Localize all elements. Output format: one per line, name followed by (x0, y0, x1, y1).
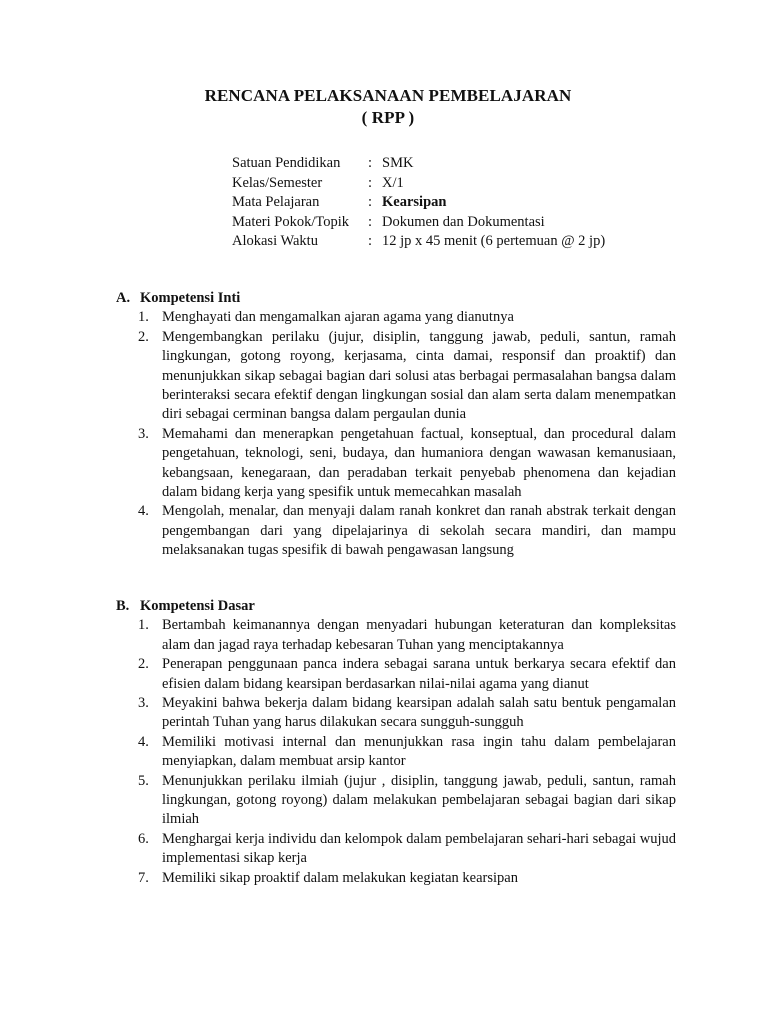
info-colon: : (368, 194, 373, 210)
info-label: Materi Pokok/Topik (232, 213, 349, 230)
list-item (116, 733, 676, 772)
item-text: Memahami dan menerapkan pengetahuan factual, konseptual, dan procedural dalam pengetahuan, teknologi, seni, budaya, dan humaniora dengan wawasan kemanusiaan, kebangsaan, kenegaraan, dan peradaban terkait penyebab phenomena dan kejadian dalam bidang kerja yang spesifik untuk memecahkan masalah (162, 425, 676, 501)
item-number: 5. (138, 772, 149, 789)
item-number: 2. (138, 656, 149, 673)
list-item (116, 694, 676, 733)
info-colon: : (368, 155, 373, 171)
info-value: X/1 (382, 174, 404, 191)
item-text: Menunjukkan perilaku ilmiah (jujur , disiplin, tanggung jawab, peduli, santun, ramah lingkungan, gotong royong) dalam melakukan pembelajaran sebagai bagian dari sikap ilmiah (162, 772, 676, 828)
item-number: 3. (138, 425, 149, 442)
item-text: Menghayati dan mengamalkan ajaran agama yang dianutnya (162, 309, 514, 326)
item-list (116, 308, 676, 560)
item-text: Mengolah, menalar, dan menyaji dalam ranah konkret dan ranah abstrak terkait dengan pengembangan dari yang dipelajarinya di sekolah secara mandiri, dan mampu melaksanakan tugas spesifik di bawah pengawasan langsung (162, 503, 676, 559)
section-letter: B. (116, 598, 130, 614)
list-item (116, 869, 676, 888)
item-number: 6. (138, 830, 149, 847)
item-text: Penerapan penggunaan panca indera sebagai sarana untuk berkarya secara efektif dan efisien dalam bidang kearsipan berdasarkan nilai-nilai agama yang dianut (162, 656, 676, 692)
item-text: Memiliki sikap proaktif dalam melakukan kegiatan kearsipan (162, 869, 518, 886)
document-subtitle: ( RPP ) (361, 108, 415, 127)
info-label: Mata Pelajaran (232, 194, 320, 210)
item-number: 3. (138, 695, 149, 712)
info-row (232, 193, 605, 213)
info-label: Kelas/Semester (232, 174, 323, 191)
info-label: Satuan Pendidikan (232, 155, 341, 171)
list-item (116, 655, 676, 694)
info-colon: : (368, 174, 373, 191)
info-value: 12 jp x 45 menit (6 pertemuan @ 2 jp) (382, 233, 606, 249)
item-number: 7. (138, 869, 149, 886)
section-heading (116, 597, 676, 616)
info-label: Alokasi Waktu (232, 233, 318, 249)
item-text: Menghargai kerja individu dan kelompok dalam pembelajaran sehari-hari sebagai wujud implementasi sikap kerja (162, 830, 676, 867)
item-text: Memiliki motivasi internal dan menunjukkan rasa ingin tahu dalam pembelajaran menyiapkan, dalam membuat arsip kantor (162, 733, 676, 770)
item-number: 4. (138, 503, 149, 520)
info-row (232, 174, 605, 194)
section-letter: A. (116, 290, 131, 306)
info-value: SMK (382, 155, 414, 171)
item-text: Mengembangkan perilaku (jujur, disiplin, tanggung jawab, peduli, santun, ramah lingkungan, gotong royong, kerjasama, cinta damai, responsif dan proaktif) dan menunjukkan sikap sebagai bagian dari solusi atas berbagai permasalahan bangsa dalam berinteraksi secara efektif dengan lingkungan sosial dan alam serta dalam menempatkan diri sebagai cerminan bangsa dalam pergaulan dunia (162, 328, 676, 423)
section-title: Kompetensi Inti (140, 290, 241, 306)
info-row (232, 154, 605, 174)
identity-table (232, 154, 605, 252)
list-item (116, 425, 676, 503)
list-item (116, 772, 676, 830)
item-number: 1. (138, 617, 149, 634)
info-value: Kearsipan (382, 194, 447, 210)
item-number: 4. (138, 733, 149, 750)
item-text: Bertambah keimanannya dengan menyadari hubungan keteraturan dan kompleksitas alam dan jagad raya terhadap kebesaran Tuhan yang menciptakannya (162, 617, 676, 653)
info-value: Dokumen dan Dokumentasi (382, 213, 545, 230)
section-kompetensi-inti (116, 289, 676, 561)
info-colon: : (368, 233, 373, 249)
list-item (116, 502, 676, 560)
list-item (116, 830, 676, 869)
section-heading (116, 289, 676, 308)
item-number: 1. (138, 309, 149, 326)
section-kompetensi-dasar (116, 597, 676, 888)
info-row (232, 232, 605, 252)
item-text: Meyakini bahwa bekerja dalam bidang kearsipan adalah salah satu bentuk pengamalan perintah Tuhan yang harus dilakukan secara sungguh-sungguh (162, 695, 676, 731)
document-title: RENCANA PELAKSANAAN PEMBELAJARAN (204, 86, 572, 105)
list-item (116, 616, 676, 655)
list-item (116, 328, 676, 425)
section-title: Kompetensi Dasar (140, 598, 255, 614)
info-row (232, 213, 605, 233)
list-item (116, 308, 676, 327)
item-list (116, 616, 676, 888)
item-number: 2. (138, 328, 149, 345)
info-colon: : (368, 213, 373, 230)
